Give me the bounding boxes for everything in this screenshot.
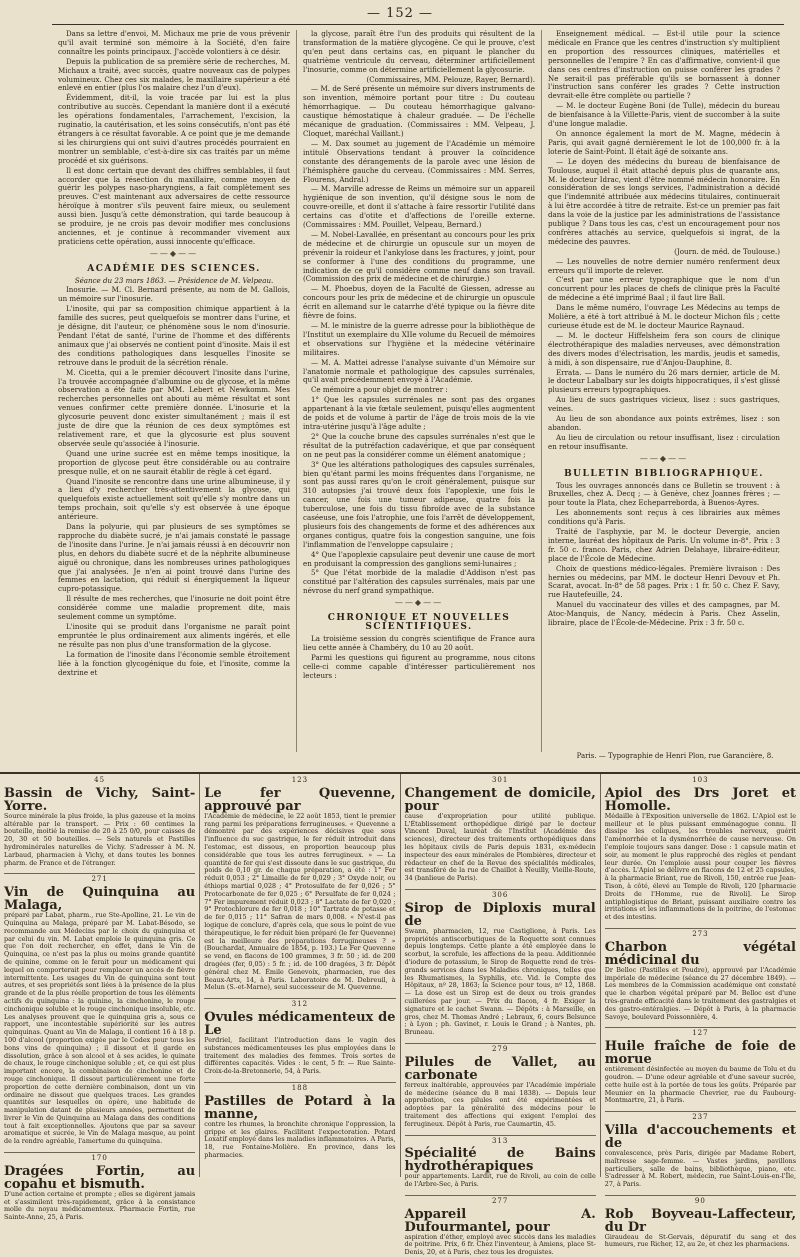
col2-para: (Commissaires, MM. Pelouze, Rayer, Bernard). — [366, 74, 535, 84]
ad-title: Apiol des Drs Joret et Homolle. — [604, 785, 796, 814]
ad-block — [204, 1085, 395, 1160]
ad-number: 313 — [491, 1136, 509, 1145]
ad-block — [605, 1198, 796, 1249]
col3-para: Au lieu de son abondance aux points extrêmes, lisez : son abandon. — [548, 414, 780, 432]
ad-number: 301 — [491, 776, 509, 784]
session-line: Séance du 23 mars 1863. — Présidence de M. Velpeau. — [74, 275, 274, 285]
col2-para: — M. Nobel-Lavallée, en présentant au concours pour les prix de médecine et de chirurgie un opuscule sur un moyen de prévenir la roideur et l'ankylose dans les fractures, y joint, pour se conformer à l'une des conditions du programme, une indication de ce qu'il considère comme neuf dans son travail. (Commission des prix de médecine et de chirurgie.) — [303, 229, 535, 284]
ads-column-1 — [0, 774, 199, 1222]
ad-title: Vin de Quinquina au Malaga, — [4, 885, 196, 914]
ad-divider — [204, 998, 395, 999]
ad-number: 103 — [692, 776, 709, 784]
biblio-intro: Les abonnements sont reçus à ces librairies aux mêmes conditions qu'à Paris. — [548, 508, 780, 527]
printer-imprint: Paris. — Typographie de Henri Plon, rue Garancière, 8. — [576, 752, 774, 760]
ad-block — [405, 1138, 596, 1189]
col1-para: Inosurie. — M. Cl. Bernard présente, au nom de M. Gallois, un mémoire sur l'inosurie. — [58, 285, 290, 304]
col3-para: Errata. — Dans le numéro du 26 mars dernier, article de M. le docteur Labalbary sur les doigts hippocratiques, il s'est glissé plusieurs erreurs typographiques. — [548, 367, 781, 395]
ornament-divider: ——◆—— — [639, 453, 689, 463]
ad-body: Perdriel, facilitant l'introduction dans le vagin des substances médicamenteuses les plus employées dans le traitement des maladies des femmes. Trois sortes de différentes capacités. Vides : le cent, 5 fr. — Rue Sainte-Croix-de-la-Bretonnerie, 54, à Paris. — [204, 1035, 396, 1076]
ad-divider — [605, 928, 796, 929]
ad-divider — [4, 873, 195, 874]
col2-para: Ce mémoire a pour objet de montrer : — [311, 385, 448, 395]
ad-body: convalescence, près Paris, dirigée par Madame Robert, maîtresse sage-femme. — Vastes jardins, pavillons particuliers, salle de bains, bibliothèque, piano, etc. S'adresser à M. Robert, médecin, rue Saint-Louis-en-l'Île, 27, à Paris. — [604, 1148, 796, 1189]
ad-number: 271 — [91, 875, 108, 884]
col2-para: Parmi les questions qui figurent au programme, nous citons celle-ci comme capable d'intéresser particulièrement nos lecteurs : — [303, 652, 535, 680]
ad-title: Spécialité de Bains hydrothérapiques — [404, 1146, 596, 1175]
col1-para: La formation de l'inosite dans l'économie semble étroitement liée à la fonction glycogénique du foie, et l'inosite, comme la dextrine et — [58, 649, 290, 677]
ad-block — [4, 777, 195, 867]
ad-block — [4, 1155, 195, 1222]
biblio-intro: Tous les ouvrages annoncés dans ce Bulletin se trouvent : à Bruxelles, chez A. Decq ; — à Genève, chez Joannes frères ; — pour toute la Plata, chez Echeparreborda, à Buenos-Ayres. — [548, 480, 780, 508]
ad-title: Charbon végétal médicinal du — [604, 939, 796, 968]
ad-body: D'une action certaine et prompte ; elles se digèrent jamais et s'assimilent très-rapidement, grâce à la consistance molle du noyau médicamenteux. Pharmacie Fortin, rue Sainte-Anne, 25, à Paris. — [4, 1189, 196, 1222]
ornament-divider: ——◆—— — [394, 598, 444, 608]
header-rule — [52, 24, 784, 25]
col3-para: — Le doyen des médecins du bureau de bienfaisance de Toulouse, auquel il était attaché depuis plus de quarante ans, M. le docteur Idrac, vient d'être nommé médecin honoraire. En considération de ses longs services, l'administration a décidé que l'indemnité attribuée aux médecins titulaires, continuerait à lui être accordée à titre de retraite. Est-ce un premier pas fait dans la voie de la justice par les administrations de l'assistance publique ? Dans tous les cas, c'est un encouragement pour nos confrères attachés au service, quelquefois si ingrat, de la médecine des pauvres. — [548, 156, 780, 246]
ad-divider — [605, 1111, 796, 1112]
chronique-heading: CHRONIQUE ET NOUVELLES SCIENTIFIQUES. — [327, 613, 511, 632]
ad-title: Changement de domicile, pour — [404, 785, 596, 814]
ornament-divider: ——◆—— — [149, 248, 199, 258]
ad-title: Le fer Quevenne, approuvé par — [204, 785, 396, 814]
ad-body: Source minérale la plus froide, la plus gazeuse et la moins altérable par le transport. — Prix : 60 centimes la bouteille, moitié la remise de 20 à 25 0/0, pour caisses de 20, 30 et 50 bouteilles. — Sels naturels et Pastilles hydrominérales naturelles de Vichy. S'adresser à M. N. Larbaud, pharmacien à Vichy, et dans toutes les bonnes pharm. de France et de l'étranger. — [4, 811, 196, 867]
ad-body: ferreux inaltérable, approuvées par l'Académie impériale de médecine (séance du 8 mai 1838). — Depuis leur approbation, ces pilules ont été expérimentées et adoptées par la généralité des médecins pour le traitement des affections qui exigent l'emploi des ferrugineux. Dépôt à Paris, rue Caumartin, 45. — [404, 1080, 596, 1128]
ad-block — [4, 876, 195, 1146]
col2-para: 2° Que la couche brune des capsules surrénales n'est que le résultat de la putréfaction cadavérique, et que par conséquent on ne peut pas la considérer comme un élément anatomique ; — [303, 431, 535, 459]
ad-body: Swann, pharmacien, 12, rue Castiglione, à Paris. Les propriétés antiscorbutiques de la Roquette sont connues depuis longtemps. Cette plante a été employée dans le scorbut, la scrofule, les affections de la peau. Additionnée d'iodure de potassium, le Sirop de Roquette rend de très-grands services dans les Maladies chroniques, telles que les Rhumatismes, la Syphilis, etc. Vid. le Compte des Hôpitaux, nº 28, 1863; la Science pour tous, nº 12, 1868. — La dose est un Sirop est de deux ou trois grandes cuillerées par jour. — Prix du flacon, 4 fr. Exiger la signature et le cachet Swann. — Dépôts : à Marseille, en gros, chez M. Thomas André ; Lebraux, 6, cours Belsunce ; à Lyon ; ph. Gavinet, r. Louis le Grand ; à Nantes, ph. Bruneau. — [404, 926, 596, 1037]
ad-body: préparé par Labat, pharm., rue Ste-Apolline, 21. Le vin de Quinquina au Malaga, préparé par M. Labat-Bésodo, se recommande aux Médecins par le choix du quinquina et par celui du vin. M. Labat emploie le quinquina gris. Ce que l'on doit rechercher, en effet, dans le Vin de Quinquina, ce n'est pas la plus ou moins grande quantité de quinine, comme on le ferait pour un médicament qui lequel on comporterait pour remplacer un accès de fièvre intermittente. Les usages du Vin de quinquina sont tout autres, et ses propriétés sont liées à la présence de la plus grande et de la plus réelle proportion de tous les éléments actifs du quinquina : la quinine, la cinchonine, le rouge cinchonique soluble et le rouge cinchonique insoluble, etc. Les analyses prouvent que le quinquina gris a, sous ce rapport, une incontestable supériorité sur les autres quinquinas. Quant au Vin de Malaga, il contient 16 à 18 p. 100 d'alcool (proportion exigée par le Codex pour tous les bons vins de quinquina) ; il dissout et il garde en dissolution, grâce à son alcool et à ses acides, le quinate de chaux, le rouge cinchonique soluble ; et, ce qui est plus important encore, la combinaison de cinchonine et de rouge cinchonique. Il dissout particulièrement une forte proportion de cette dernière combinaison, dont un vin ordinaire ne dissout que quelques traces. Les grandes quantités sur lesquelles on opère, une habitude de manipulation datant de plusieurs années, permettent de livrer le Vin de Quinquina au Malaga dans des conditions tout à fait exceptionnelles. Ajoutons que par sa saveur aromatique et sucrée, le Vin de Malaga masque, au point de la rendre agréable, l'amertume du quinquina. — [4, 911, 196, 1146]
ad-body: aspiration d'éther, employé avec succès dans les maladies de poitrine. Prix, 6 fr. Chez l'inventeur, à Amiens, place St-Denis, 20, et à Paris, chez tous les droguistes. — [404, 1232, 596, 1257]
ad-number: 170 — [91, 1154, 108, 1163]
ad-divider — [405, 1135, 596, 1136]
ads-column-4 — [600, 774, 800, 1249]
ad-body: Médaille à l'Exposition universelle de 1862. L'Apiol est le meilleur et le plus puissant emménagogue connu. Il dissipe les coliques, les troubles nerveux, guérit l'aménorrhée et la dysménorrhée de cause nerveuse. On l'emploie toujours sans danger. Dose : 1 capsule matin et soir, au moment le plus rapproché des règles et pendant leur durée. On l'emploie aussi pour couper les fièvres d'accès. L'Apiol se délivre en flacons de 12 et 25 capsules, à la pharmacie Briant, rue de Rivoli, 150, entrée rue Jean-Tison, à côté, élevé au Temple de Rivoli, 120 [pharmacie Droits de l'Homme, rue de Rivoli]. Le Sirop antiphlogistique de Briant, puissant auxiliaire contre les irritations et les inflammations de la poitrine, de l'estomac et des intestins. — [604, 811, 796, 922]
ad-number: 127 — [692, 1029, 709, 1038]
col1-para: M. Cicetta, qui a le premier découvert l'inosite dans l'urine, l'a trouvée accompagnée d'albumine ou de glycose, et la même observation a été faite par MM. Lebert et Newkomm. Mes recherches personnelles ont abouti au même résultat et sont venues confirmer cette première donnée. L'inosurie et la glycosurie peuvent donc exister simultanément ; mais il est juste de dire que la réunion de ces deux symptômes est relativement rare, et que la glycosurie est plus souvent observée seule qu'associée à l'inosurie. — [58, 367, 290, 448]
ad-body: entièrement désinfectée au moyen du baume de Tolu et du goudron. — D'une odeur agréable et d'une saveur sucrée, cette huile est à la portée de tous les goûts. Préparée par Meunier en la pharmacie Chevrier, rue du Faubourg-Montmartre, 21, à Paris. — [604, 1065, 796, 1105]
ad-divider — [405, 1043, 596, 1044]
page-number: — 152 — — [366, 6, 434, 21]
col3-para: Au lieu de circulation ou retour insuffisant, lisez : circulation en retour insuffisante. — [548, 432, 780, 451]
column-3 — [541, 30, 786, 752]
ad-block — [605, 1114, 796, 1189]
ad-divider — [204, 1082, 395, 1083]
ad-divider — [4, 1152, 195, 1153]
col1-para: L'inosite, qui par sa composition chimique appartient à la famille des sucres, peut quelquefois se montrer dans l'urine, et je désigne, dit l'auteur, ce phénomène sous le nom d'inosurie. Pendant l'état de santé, l'urine de l'homme et des différents animaux que j'ai observés ne contient point d'inosite. Mais il est des conditions pathologiques dans lesquelles l'inosite se retrouve dans le produit de la sécrétion rénale. — [58, 304, 290, 367]
col1-para: Depuis la publication de sa première série de recherches, M. Michaux a traité, avec succès, quatre nouveaux cas de polypes volumineux. Chez ces six malades, le maxillaire supérieur a été enlevé en entier (plus l'os malaire chez l'un d'eux). — [58, 56, 290, 93]
col3-para: — M. le docteur Hiffelsheim fera son cours de clinique électrothérapique des maladies nerveuses, avec démonstration des divers modes d'électrisation, les mardis, jeudis et samedis, à midi, à son dispensaire, rue d'Anjou-Dauphine, 8. — [548, 330, 780, 367]
ad-body: cause d'expropriation pour utilité publique. L'Établissement orthopédique dirigé par le docteur Vincent Duval, lauréat de l'Institut (Académie des sciences), directeur des traitements orthopédiques dans les hôpitaux civils de Paris depuis 1831, ex-médecin inspecteur des eaux minérales de Plombières, directeur et rédacteur en chef de la Revue des spécialités médicales, est transféré de la rue de Chaillot à Neuilly, Vieille-Route, 34 (banlieue de Paris). — [404, 811, 596, 883]
ad-block — [405, 1198, 596, 1257]
col3-para: C'est par une erreur typographique que le nom d'un concurrent pour les places de chefs de clinique près la Faculté de médecine a été imprimé Baal ; il faut lire Ball. — [548, 275, 780, 303]
ad-block — [405, 892, 596, 1037]
col3-para: — M. le docteur Eugène Boni (de Tulle), médecin du bureau de bienfaisance à la Villette-Paris, vient de succomber à la suite d'une longue maladie. — [548, 101, 780, 129]
ad-title: Villa d'accouchements et de — [604, 1122, 796, 1151]
ad-divider — [405, 1195, 596, 1196]
col2-para: — M. A. Mattei adresse l'analyse suivante d'un Mémoire sur l'anatomie normale et pathologique des capsules surrénales, qu'il avait précédemment envoyé à l'Académie. — [303, 357, 535, 385]
col1-para: Quand une urine sucrée est en même temps inositique, la proportion de glycose peut être considérable ou au contraire presque nulle, et on ne saurait établir de règle à cet égard. — [58, 448, 290, 476]
ad-body: l'Académie de médecine, le 22 août 1853, tient le premier rang parmi les préparations ferrugineuses. « Quevenne a démontré par des expériences décisives que sous l'influence du suc gastrique, le fer réduit introduit dans l'estomac, est dissous, en proportion beaucoup plus considérable que tous les autres ferrugineux. » — La quantité de fer qui s'est dissoute dans le suc gastrique, du poids de 0,10 gr. de chaque préparation, a été : 1° Fer réduit 0,053 ; 2° Limaille de fer 0,029 ; 3° Oxyde noir, ou éthiops martial 0,028 ; 4° Protosulfate de fer 0,026 ; 5° Protocarbonate de fer 0,025 ; 6° Persulfate de fer 0,024 ; 7° Fer impurement réduit 0,023 ; 8° Lactate de fer 0,020 ; 9° Protochlorure de fer 0,018 ; 10° Tartrate de potasse et de fer 0,015 ; 11° Safran de mars 0,008. « N'est-il pas logique de conclure, d'après cela, que sous le point de vue thérapeutique, le fer réduit bien préparé (le fer Quevenne) est la meilleure des préparations ferrugineuses ? » (Bouchardat, Annuaire de 1854, p. 193.) Le Fer Quevenne se vend, en flacons de 100 grammes, 3 fr. 50 ; id. de 200 dragées (fer, 0,05) : 5 fr. ; id. de 100 dragées, 3 fr. Dépôt général chez M. Émile Genevoix, pharmacien, rue des Beaux-Arts, 14, à Paris. Laboratoire de M. Debreuil, à Melun (S.-et-Marne), seul successeur de M. Quevenne. — [204, 811, 396, 992]
col2-para: — M. Phoebus, doyen de la Faculté de Giessen, adresse au concours pour les prix de médecine et de chirurgie un opuscule écrit en allemand sur le catarrhe d'été typique ou la fièvre dite fièvre de foins. — [303, 284, 535, 321]
ads-column-2 — [199, 774, 399, 1177]
ad-block — [204, 1001, 395, 1076]
ad-number: 277 — [491, 1196, 509, 1205]
ads-column-3 — [400, 774, 600, 1257]
col3-para: Dans le même numéro, l'ouvrage Les Médecins au temps de Molière, a été à tort attribué à M. le docteur Michon fils ; cette curieuse étude est de M. le docteur Maurice Raynaud. — [548, 303, 780, 330]
col1-para: Quand l'inosite se rencontre dans une urine albumineuse, il y a lieu d'y rechercher très-attentivement la glycose, qui quelquefois existe actuellement soit qu'elle s'y montre dans un temps prochain, soit qu'elle s'y est observée à une époque antérieure. — [58, 476, 290, 522]
col2-para: — M. de Seré présente un mémoire sur divers instruments de son invention, mémoire portant pour titre : Du couteau hémorrhagique. — Du couteau hémorrhagique galvano-caustique hémostatique à chaleur graduée. — De l'échelle mécanique de graduation. (Commissaires : MM. Velpeau, J. Cloquet, maréchal Vaillant.) — [303, 84, 535, 138]
ad-title: Huile fraîche de foie de morue — [604, 1039, 796, 1068]
col3-para: On annonce également la mort de M. Magne, médecin à Paris, qui avait gagné dernièrement le lot de 100,000 fr. à la loterie de Saint-Point. Il était âgé de soixante ans. — [548, 128, 780, 156]
col2-para: — M. Marville adresse de Reims un mémoire sur un appareil hygiénique de son invention, qu'il désigne sous le nom de couvre-oreille, et dont il s'attache à faire ressortir l'utilité dans certains cas d'otite et d'affections de l'oreille externe. (Commissaires : MM. Pouillet, Velpeau, Bernard.) — [303, 184, 535, 230]
col1-para: Évidemment, dit-il, la voie tracée par lui est la plus contributive au succès. Cependant la manière dont il a exécuté les opérations fondamentales, l'arrachement, l'excision, la ruginatio, la cautérisation, et les soins consécutifs, n'ont pas été étrangers à ce résultat favorable. A ce point que je me demande si les chirurgiens qui ont suivi d'autres procédés pourraient en montrer un semblable, c'est-à-dire six cas traités par un même procédé et six guérisons. — [58, 93, 290, 165]
col1-para: L'inosite qui se produit dans l'organisme ne paraît point empruntée le plus ordinairement aux aliments ingérés, et elle ne résulte pas non plus d'une transformation de la glycose. — [58, 622, 290, 649]
ad-block — [605, 777, 796, 922]
col1-para: Dans sa lettre d'envoi, M. Michaux me prie de vous prévenir qu'il avait terminé son mémoire à la Société, d'en faire connaître les points principaux. J'accède volontiers à ce désir. — [58, 29, 290, 56]
ad-divider — [605, 1027, 796, 1028]
ad-title: Bassin de Vichy, Saint-Yorre. — [4, 785, 196, 814]
ad-title: Appareil A. Dufourmantel, pour — [404, 1206, 596, 1235]
ad-block — [405, 777, 596, 883]
ad-title: Pastilles de Potard à la manne, — [204, 1093, 396, 1122]
col2-para: la glycose, paraît être l'un des produits qui résultent de la transformation de la matière glycogène. Ce qui le prouve, c'est qu'en peut dans certains cas, en piquant le plancher du quatrième ventricule du cerveau, déterminer artificiellement l'inosurie, comme on détermine artificiellement la glycosurie. — [303, 29, 535, 74]
column-2 — [296, 30, 541, 752]
ad-number: 45 — [94, 776, 106, 784]
ad-body: pour appartements. Lardit, rue de Rivoli, au coin de celle de l'Arbre-Sec, à Paris. — [404, 1172, 596, 1189]
column-1 — [52, 30, 296, 752]
col2-para: 5° Que l'état morbide de la maladie d'Addison n'est pas constitué par l'altération des capsules surrénales, mais par une névrose du nerf grand sympathique. — [303, 568, 535, 596]
ad-number: 123 — [291, 776, 309, 784]
biblio-entry: Traité de l'asphyxie, par M. le docteur Devergie, ancien interne, lauréat des hôpitaux de Paris. Un volume in-8°. Prix : 3 fr. 50 c. franco. Paris, chez Adrien Delahaye, libraire-éditeur, place de l'École de Médecine. — [548, 527, 780, 563]
ad-block — [204, 777, 395, 992]
ad-block — [605, 1030, 796, 1105]
ad-number: 90 — [694, 1196, 706, 1205]
ad-number: 279 — [491, 1044, 509, 1053]
advertisements — [0, 772, 800, 1257]
col3-para: — Les nouvelles de notre dernier numéro renferment deux erreurs qu'il importe de relever. — [548, 256, 780, 275]
ad-body: Giraudeau de St-Gervais, dépuratif du sang et des humeurs, rue Richer, 12, au 2e, et chez les pharmaciens. — [604, 1232, 796, 1249]
ad-title: Ovules médicamenteux de Le — [204, 1009, 396, 1038]
col3-para: Au lieu de sucs gastriques vicieux, lisez : sucs gastriques, veines. — [548, 395, 780, 414]
col1-para: Dans la polyurie, qui par plusieurs de ses symptômes se rapproche du diabète sucré, je n'ai jamais constaté le passage de l'inosite dans l'urine. Je n'ai jamais réussi à en découvrir non plus, en dehors du diabète sucré et de la néphrite albumineuse aiguë ou chronique, dans les nombreuses urines pathologiques que j'ai analysées. Je n'en ai point trouvé dans l'urine des femmes en lactation, qui réduit si énergiquement la liqueur cupro-potassique. — [58, 522, 290, 594]
col2-para: La troisième session du congrès scientifique de France aura lieu cette année à Chambéry, du 10 au 20 août. — [303, 633, 535, 652]
editorial-columns — [52, 30, 786, 752]
ad-number: 306 — [491, 890, 509, 899]
col2-para: — M. le ministre de la guerre adresse pour la bibliothèque de l'Institut un exemplaire du XIIe volume du Recueil de mémoires et observations sur l'hygiène et la médecine vétérinaire militaires. — [303, 321, 535, 357]
ad-number: 237 — [692, 1113, 709, 1122]
ad-title: Sirop de Diploxis mural de — [404, 900, 596, 929]
ad-number: 312 — [291, 1000, 309, 1009]
col1-para: Il est donc certain que devant des chiffres semblables, il faut accorder que la résection du maxillaire, comme moyen de guérir les polypes naso-pharyngiens, a fait complètement ses preuves. C'est maintenant aux adversaires de cette ressource héroïque à montrer s'ils peuvent faire mieux, ou seulement aussi bien. Jusqu'à cette démonstration, qui tarde beaucoup à se produire, je ne crois pas devoir modifier mes conclusions anciennes, et je continue à recommander vivement aux praticiens cette opération, aussi innocente qu'efficace. — [58, 165, 290, 246]
ad-divider — [405, 889, 596, 890]
ad-title: Pilules de Vallet, au carbonate — [404, 1054, 596, 1083]
ad-body: Dr Belloc (Pastilles et Poudre), approuvé par l'Académie impériale de médecine (séance du 27 décembre 1849). — Les membres de la Commission académique ont constaté que le charbon végétal préparé par M. Belloc est d'une très-grande efficacité dans le traitement des gastralgies et des gastro-entéralgies. — Dépôt à Paris, à la pharmacie Savoye, boulevard Poissonnière, 4. — [604, 965, 796, 1021]
ad-block — [605, 931, 796, 1021]
biblio-entry: Choix de questions médico-légales. Première livraison : Des hernies ou médecins, par MM. le docteur Henri Devouv et Ph. Scarat, avocat. In-8° de 58 pages. Prix : 1 fr. 50 c. Chez F. Savy, rue Hautefeuille, 24. — [548, 563, 780, 600]
bulletin-heading: BULLETIN BIBLIOGRAPHIQUE. — [564, 468, 764, 479]
academie-heading: ACADÉMIE DES SCIENCES. — [87, 263, 261, 274]
col1-para: Il résulte de mes recherches, que l'inosurie ne doit point être considérée comme une maladie proprement dite, mais seulement comme un symptôme. — [58, 594, 290, 622]
col2-para: 4° Que l'apoplexie capsulaire peut devenir une cause de mort en produisant la compression des ganglions semi-lunaires ; — [303, 549, 535, 568]
ad-title: Rob Boyveau-Laffecteur, du Dr — [604, 1206, 796, 1235]
col2-para: 1° Que les capsules surrénales ne sont pas des organes appartenant à la vie fœtale seulement, puisqu'elles augmentent de poids et de volume à partir de l'âge de trois mois de la vie intra-utérine jusqu'à l'âge adulte ; — [303, 395, 535, 431]
ad-number: 188 — [291, 1083, 309, 1092]
ad-divider — [605, 1195, 796, 1196]
ad-body: contre les rhumes, la bronchite chronique l'oppression, la grippe et les glaires. Facilitent l'expectoration. Potard Loxatif employé dans les maladies inflammatoires. A Paris, 18, rue Fontaine-Molière. En province, dans les pharmacies. — [204, 1119, 396, 1159]
col2-para: 3° Que les altérations pathologiques des capsules surrénales, bien qu'étant parmi les moins fréquentes dans l'organisme, ne sont pas aussi rares qu'on le croit généralement, puisque sur 310 autopsies j'ai trouvé deux fois l'apoplexie, une fois le cancer, une fois une tumeur adipeuse, quatre fois la tuberculose, une fois du tissu fibroïde avec de la substance caséeuse, une fois l'atrophie, une fois l'arrêt de développement, plusieurs fois des changements de forme et des adhérences aux organes contigus, quatre fois la congestion sanguine, une fois l'inflammation de l'enveloppe capsulaire ; — [303, 459, 535, 549]
col3-source: (Journ. de méd. de Toulouse.) — [674, 246, 780, 256]
ad-block — [405, 1046, 596, 1129]
col2-para: — M. Dax soumet au jugement de l'Académie un mémoire intitulé Observations tendant à prouver la coïncidence constante des dérangements de la parole avec une lésion de l'hémisphère gauche du cerveau. (Commissaires : MM. Serres, Flourens, Andral.) — [303, 138, 535, 184]
ad-number: 273 — [692, 929, 709, 938]
col3-para: Enseignement médical. — Est-il utile pour la science médicale en France que les centres d'instruction s'y multiplient en proportion des ressources cliniques, matérielles et personnelles de l'empire ? En cas d'affirmative, convient-il que dans ces centres d'instruction on puisse conférer les grades ? Ne serait-il pas préférable qu'ils se bornassent à donner l'instruction sans conférer les grades ? Cette instruction devrait-elle être complète ou partielle ? — [548, 29, 780, 101]
ad-title: Dragées Fortin, au copahu et bismuth. — [4, 1163, 196, 1192]
biblio-entry: Manuel du vaccinateur des villes et des campagnes, par M. Atoc-Manquis, de Nancy, médecin à Paris. Chez Asselin, libraire, place de l'École-de-Médecine. Prix : 3 fr. 50 c. — [548, 600, 780, 628]
